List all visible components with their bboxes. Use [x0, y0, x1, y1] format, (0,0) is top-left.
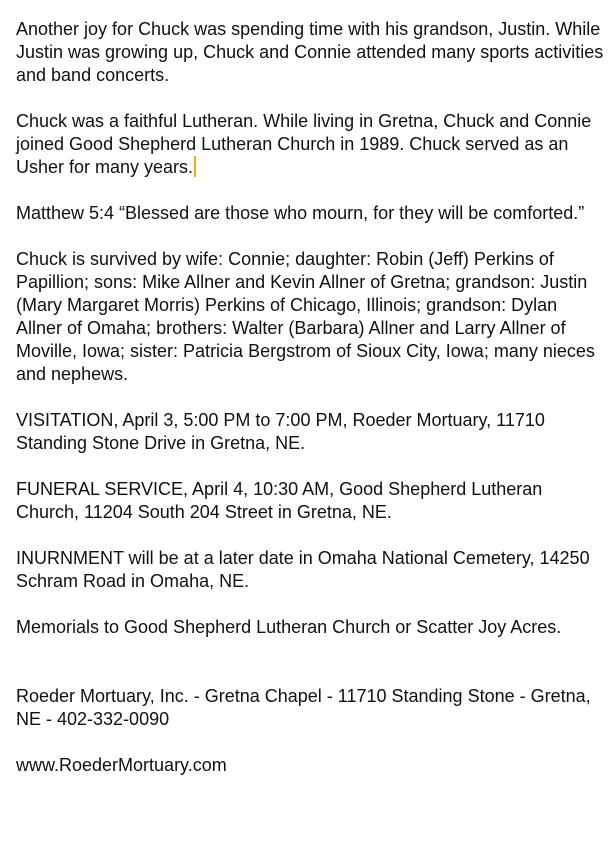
text-cursor: [194, 156, 196, 177]
paragraph-memorials: Memorials to Good Shepherd Lutheran Church or Scatter Joy Acres.: [16, 617, 562, 637]
footer-address: Roeder Mortuary, Inc. - Gretna Chapel - 11710 Standing Stone - Gretna, NE - 402-332-0090: [16, 686, 591, 729]
paragraph-grandson: Another joy for Chuck was spending time with his grandson, Justin. While Justin was growing up, Chuck and Connie attended many sports activities and band concerts.: [16, 19, 604, 85]
paragraph-funeral-service: FUNERAL SERVICE, April 4, 10:30 AM, Good Shepherd Lutheran Church, 11204 South 204 Street in Gretna, NE.: [16, 479, 543, 522]
footer-website: www.RoederMortuary.com: [16, 755, 227, 775]
paragraph-scripture: Matthew 5:4 “Blessed are those who mourn, for they will be comforted.”: [16, 203, 585, 223]
paragraph-faith: [16, 110, 604, 179]
document-body[interactable]: [16, 18, 604, 800]
paragraph-inurnment: INURNMENT will be at a later date in Omaha National Cemetery, 14250 Schram Road in Omaha, NE.: [16, 548, 590, 591]
paragraph-survivors: Chuck is survived by wife: Connie; daughter: Robin (Jeff) Perkins of Papillion; sons: Mike Allner and Kevin Allner of Gretna; grandson: Justin (Mary Margaret Morris) Perkins of Chicago, Illinois; grandson: Dylan Allner of Omaha; brothers: Walter (Barbara) Allner and Larry Allner of Moville, Iowa; sister: Patricia Bergstrom of Sioux City, Iowa; many nieces and nephews.: [16, 249, 595, 384]
paragraph-visitation: VISITATION, April 3, 5:00 PM to 7:00 PM, Roeder Mortuary, 11710 Standing Stone Drive in Gretna, NE.: [16, 410, 545, 453]
paragraph-faith-text: Chuck was a faithful Lutheran. While living in Gretna, Chuck and Connie joined Good Shepherd Lutheran Church in 1989. Chuck served as an Usher for many years.: [16, 111, 592, 177]
